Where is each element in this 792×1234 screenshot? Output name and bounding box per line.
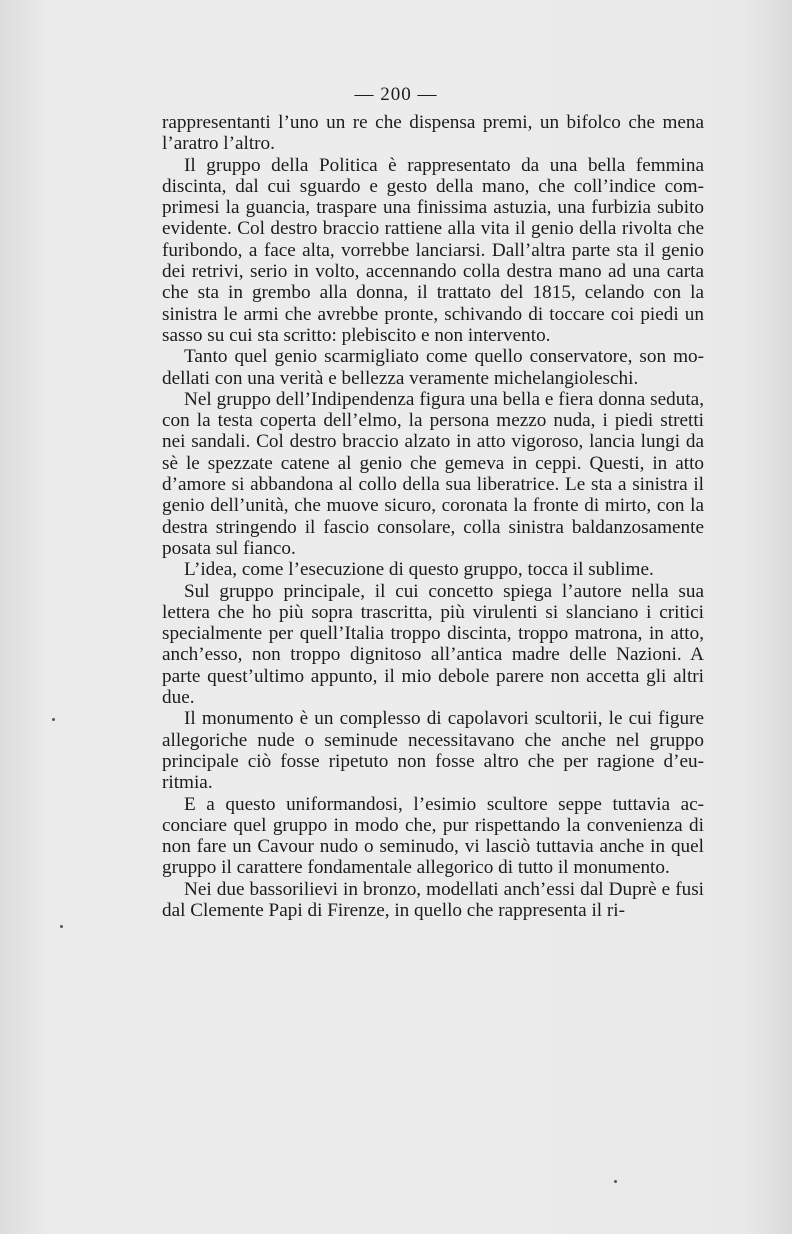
paragraph-5: L’idea, come l’esecuzione di questo gruppo, tocca il sublime. bbox=[184, 559, 654, 581]
paragraph-9: Nei due bassorilievi in bronzo, modellati anch’essi dal Duprè e fusi dal Clemente Papi di Firenze, in quello che rappresenta il ri- bbox=[162, 878, 704, 921]
paragraph-3: Tanto quel genio scarmigliato come quello conservatore, son modellati con una verità e bellezza veramente michelangioleschi. bbox=[162, 346, 704, 389]
paper-speck bbox=[60, 925, 63, 928]
paragraph-7: Il monumento è un complesso di capolavori scultorii, le cui figure allegoriche nude o seminude necessitavano che anche nel gruppo principale ciò fosse ripetuto non fosse altro che per ragione d’euritmia. bbox=[162, 708, 704, 794]
body-text bbox=[162, 112, 704, 921]
paragraph-4: Nel gruppo dell’Indipendenza figura una bella e fiera donna seduta, con la testa coperta dell’elmo, la persona mezzo nuda, i piedi stretti nei sandali. Col destro braccio alzato in atto vigoroso, lancia lungi da sè le spezzate catene al genio che gemeva in ceppi. Questi, in atto d’amore si abbandona al collo della sua liberatrice. Le sta a sinistra il genio dell’unità, che muove sicuro, coronata la fronte di mirto, con la destra stringendo il fascio consolare, colla sinistra baldanzosamente posata sul fianco. bbox=[162, 388, 704, 559]
paper-speck bbox=[52, 718, 55, 721]
page-number: — 200 — bbox=[354, 84, 438, 105]
paragraph-6: Sul gruppo principale, il cui concetto spiega l’autore nella sua lettera che ho più sopra trascritta, più virulenti si slanciano i critici specialmente per quell’Italia troppo discinta, troppo matrona, in atto, anch’esso, non troppo dignitoso all’antica madre delle Nazioni. A parte quest’ultimo appunto, il mio debole parere non accetta gli altri due. bbox=[162, 580, 704, 709]
paragraph-1: rappresentanti l’uno un re che dispensa premi, un bifolco che mena l’aratro l’altro. bbox=[162, 112, 704, 155]
paper-speck bbox=[614, 1180, 617, 1183]
paragraph-8: E a questo uniformandosi, l’esimio scultore seppe tuttavia acconciare quel gruppo in modo che, pur rispettando la convenienza di non fare un Cavour nudo o seminudo, vi lasciò tuttavia anche in quel gruppo il carattere fondamentale allegorico di tutto il monumento. bbox=[162, 793, 704, 879]
paragraph-2: Il gruppo della Politica è rappresentato da una bella femmina discinta, dal cui sguardo e gesto della mano, che coll’indice comprimesi la guancia, traspare una finissima astuzia, una furbizia subito evidente. Col destro braccio rattiene alla vita il genio della rivolta che furibondo, a face alta, vorrebbe lanciarsi. Dall’altra parte sta il genio dei retrivi, serio in volto, accennando colla destra mano ad una carta che sta in grembo alla donna, il trattato del 1815, celando con la sinistra le armi che avrebbe pronte, schivando di toccare coi piedi un sasso su cui sta scritto: plebiscito e non intervento. bbox=[162, 154, 704, 346]
